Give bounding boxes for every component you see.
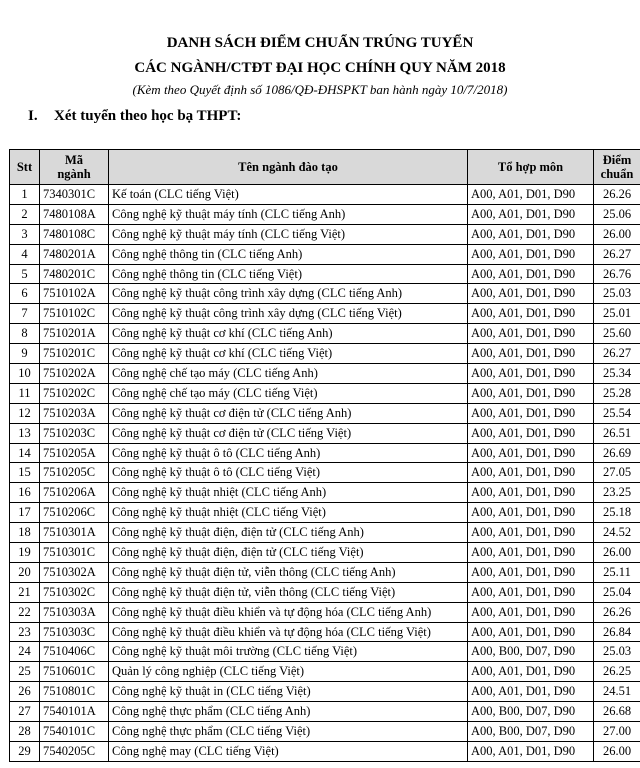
cell-combo: A00, A01, D01, D90 — [468, 224, 594, 244]
cell-score: 25.04 — [594, 582, 640, 602]
cell-combo: A00, A01, D01, D90 — [468, 562, 594, 582]
cell-stt: 22 — [10, 602, 40, 622]
table-row — [10, 602, 640, 622]
cell-stt: 21 — [10, 582, 40, 602]
table-row — [10, 284, 640, 304]
cell-score: 26.26 — [594, 602, 640, 622]
cell-name: Công nghệ thông tin (CLC tiếng Anh) — [109, 244, 468, 264]
table-row — [10, 463, 640, 483]
header-stt: Stt — [10, 150, 40, 185]
cell-code: 7510201A — [40, 324, 109, 344]
cell-combo: A00, A01, D01, D90 — [468, 364, 594, 384]
header-score-line2: chuẩn — [600, 167, 634, 181]
table-row — [10, 702, 640, 722]
cell-name: Công nghệ thông tin (CLC tiếng Việt) — [109, 264, 468, 284]
table-row — [10, 304, 640, 324]
table-row — [10, 364, 640, 384]
table-row — [10, 423, 640, 443]
header-code-line2: ngành — [57, 167, 91, 181]
cell-score: 25.18 — [594, 503, 640, 523]
table-row — [10, 722, 640, 742]
cell-code: 7510102A — [40, 284, 109, 304]
cell-stt: 28 — [10, 722, 40, 742]
section-number: I. — [28, 108, 38, 124]
cell-name: Công nghệ kỹ thuật điện, điện tử (CLC tiếng Việt) — [109, 543, 468, 563]
table-row — [10, 682, 640, 702]
table-row — [10, 562, 640, 582]
cell-name: Công nghệ may (CLC tiếng Việt) — [109, 741, 468, 761]
cell-combo: A00, A01, D01, D90 — [468, 403, 594, 423]
cell-code: 7510206A — [40, 483, 109, 503]
cell-name: Công nghệ kỹ thuật nhiệt (CLC tiếng Anh) — [109, 483, 468, 503]
cell-combo: A00, A01, D01, D90 — [468, 602, 594, 622]
cell-score: 23.25 — [594, 483, 640, 503]
table-body — [10, 185, 640, 762]
table-row — [10, 185, 640, 205]
cell-score: 26.51 — [594, 423, 640, 443]
cell-score: 24.51 — [594, 682, 640, 702]
cell-stt: 8 — [10, 324, 40, 344]
cell-code: 7480108A — [40, 204, 109, 224]
cell-combo: A00, A01, D01, D90 — [468, 185, 594, 205]
cell-code: 7540101A — [40, 702, 109, 722]
cell-score: 26.00 — [594, 543, 640, 563]
cell-name: Công nghệ kỹ thuật điện tử, viễn thông (CLC tiếng Anh) — [109, 562, 468, 582]
cell-name: Công nghệ chế tạo máy (CLC tiếng Việt) — [109, 383, 468, 403]
cell-stt: 29 — [10, 741, 40, 761]
table-row — [10, 543, 640, 563]
cell-name: Công nghệ kỹ thuật điều khiển và tự động hóa (CLC tiếng Việt) — [109, 622, 468, 642]
header-score-line1: Điểm — [602, 153, 632, 167]
cell-name: Công nghệ kỹ thuật ô tô (CLC tiếng Việt) — [109, 463, 468, 483]
cell-code: 7510201C — [40, 344, 109, 364]
cell-stt: 15 — [10, 463, 40, 483]
cell-code: 7510203A — [40, 403, 109, 423]
document-title: DANH SÁCH ĐIỂM CHUẨN TRÚNG TUYỂN — [166, 35, 474, 51]
cell-name: Công nghệ kỹ thuật cơ điện tử (CLC tiếng Anh) — [109, 403, 468, 423]
cell-score: 25.28 — [594, 383, 640, 403]
table-row — [10, 204, 640, 224]
cell-combo: A00, A01, D01, D90 — [468, 523, 594, 543]
cell-combo: A00, A01, D01, D90 — [468, 443, 594, 463]
cell-combo: A00, A01, D01, D90 — [468, 423, 594, 443]
cell-code: 7480201C — [40, 264, 109, 284]
cell-name: Công nghệ kỹ thuật điện, điện tử (CLC tiếng Anh) — [109, 523, 468, 543]
cell-score: 25.03 — [594, 284, 640, 304]
cell-stt: 23 — [10, 622, 40, 642]
cell-combo: A00, A01, D01, D90 — [468, 324, 594, 344]
admission-scores-table — [9, 149, 640, 762]
cell-stt: 26 — [10, 682, 40, 702]
cell-combo: A00, A01, D01, D90 — [468, 463, 594, 483]
cell-name: Công nghệ kỹ thuật ô tô (CLC tiếng Anh) — [109, 443, 468, 463]
cell-code: 7480201A — [40, 244, 109, 264]
cell-combo: A00, A01, D01, D90 — [468, 204, 594, 224]
table-row — [10, 483, 640, 503]
cell-stt: 19 — [10, 543, 40, 563]
cell-stt: 18 — [10, 523, 40, 543]
cell-score: 25.54 — [594, 403, 640, 423]
cell-score: 25.11 — [594, 562, 640, 582]
cell-combo: A00, A01, D01, D90 — [468, 264, 594, 284]
table-row — [10, 741, 640, 761]
cell-score: 25.06 — [594, 204, 640, 224]
cell-name: Công nghệ kỹ thuật cơ khí (CLC tiếng Việt) — [109, 344, 468, 364]
cell-stt: 24 — [10, 642, 40, 662]
cell-name: Công nghệ kỹ thuật điều khiển và tự động hóa (CLC tiếng Anh) — [109, 602, 468, 622]
cell-stt: 3 — [10, 224, 40, 244]
table-row — [10, 403, 640, 423]
cell-code: 7510102C — [40, 304, 109, 324]
cell-code: 7540205C — [40, 741, 109, 761]
cell-score: 26.00 — [594, 224, 640, 244]
cell-score: 26.00 — [594, 741, 640, 761]
cell-code: 7480108C — [40, 224, 109, 244]
cell-name: Công nghệ kỹ thuật môi trường (CLC tiếng Việt) — [109, 642, 468, 662]
cell-stt: 13 — [10, 423, 40, 443]
cell-score: 26.26 — [594, 185, 640, 205]
cell-stt: 11 — [10, 383, 40, 403]
cell-combo: A00, A01, D01, D90 — [468, 284, 594, 304]
cell-stt: 14 — [10, 443, 40, 463]
cell-score: 26.68 — [594, 702, 640, 722]
cell-combo: A00, A01, D01, D90 — [468, 622, 594, 642]
cell-code: 7540101C — [40, 722, 109, 742]
cell-name: Công nghệ kỹ thuật công trình xây dựng (CLC tiếng Việt) — [109, 304, 468, 324]
cell-stt: 6 — [10, 284, 40, 304]
table-header-row — [10, 150, 640, 185]
cell-score: 25.60 — [594, 324, 640, 344]
cell-combo: A00, A01, D01, D90 — [468, 662, 594, 682]
cell-code: 7340301C — [40, 185, 109, 205]
cell-stt: 5 — [10, 264, 40, 284]
cell-score: 24.52 — [594, 523, 640, 543]
cell-stt: 25 — [10, 662, 40, 682]
table-row — [10, 503, 640, 523]
table-row — [10, 244, 640, 264]
cell-name: Công nghệ chế tạo máy (CLC tiếng Anh) — [109, 364, 468, 384]
cell-combo: A00, A01, D01, D90 — [468, 383, 594, 403]
cell-stt: 10 — [10, 364, 40, 384]
table-row — [10, 344, 640, 364]
header-code-line1: Mã — [64, 153, 84, 167]
cell-score: 25.34 — [594, 364, 640, 384]
cell-combo: A00, A01, D01, D90 — [468, 344, 594, 364]
cell-name: Công nghệ kỹ thuật nhiệt (CLC tiếng Việt) — [109, 503, 468, 523]
cell-score: 26.27 — [594, 344, 640, 364]
cell-name: Công nghệ kỹ thuật cơ điện tử (CLC tiếng Việt) — [109, 423, 468, 443]
cell-code: 7510303A — [40, 602, 109, 622]
cell-name: Công nghệ thực phẩm (CLC tiếng Việt) — [109, 722, 468, 742]
cell-score: 27.00 — [594, 722, 640, 742]
cell-name: Công nghệ kỹ thuật in (CLC tiếng Việt) — [109, 682, 468, 702]
cell-code: 7510206C — [40, 503, 109, 523]
cell-name: Công nghệ kỹ thuật máy tính (CLC tiếng Việt) — [109, 224, 468, 244]
cell-stt: 7 — [10, 304, 40, 324]
cell-name: Kế toán (CLC tiếng Việt) — [109, 185, 468, 205]
header-score — [594, 150, 640, 185]
cell-code: 7510202C — [40, 383, 109, 403]
cell-name: Công nghệ kỹ thuật máy tính (CLC tiếng Anh) — [109, 204, 468, 224]
cell-code: 7510303C — [40, 622, 109, 642]
cell-score: 26.76 — [594, 264, 640, 284]
table-row — [10, 662, 640, 682]
document-subtitle-main: CÁC NGÀNH/CTĐT ĐẠI HỌC CHÍNH QUY NĂM 2018 — [134, 60, 506, 76]
cell-code: 7510302A — [40, 562, 109, 582]
cell-stt: 12 — [10, 403, 40, 423]
cell-combo: A00, A01, D01, D90 — [468, 244, 594, 264]
cell-code: 7510203C — [40, 423, 109, 443]
cell-stt: 16 — [10, 483, 40, 503]
cell-score: 27.05 — [594, 463, 640, 483]
table-row — [10, 582, 640, 602]
cell-code: 7510302C — [40, 582, 109, 602]
table-row — [10, 264, 640, 284]
cell-score: 26.27 — [594, 244, 640, 264]
cell-combo: A00, A01, D01, D90 — [468, 682, 594, 702]
table-row — [10, 383, 640, 403]
cell-score: 25.01 — [594, 304, 640, 324]
cell-combo: A00, A01, D01, D90 — [468, 741, 594, 761]
cell-combo: A00, B00, D07, D90 — [468, 722, 594, 742]
cell-code: 7510202A — [40, 364, 109, 384]
table-row — [10, 523, 640, 543]
cell-name: Quản lý công nghiệp (CLC tiếng Việt) — [109, 662, 468, 682]
cell-score: 25.03 — [594, 642, 640, 662]
cell-name: Công nghệ kỹ thuật điện tử, viễn thông (CLC tiếng Việt) — [109, 582, 468, 602]
cell-combo: A00, A01, D01, D90 — [468, 582, 594, 602]
header-code — [40, 150, 109, 185]
table-row — [10, 324, 640, 344]
cell-code: 7510205C — [40, 463, 109, 483]
header-name: Tên ngành đào tạo — [109, 150, 468, 185]
table-row — [10, 443, 640, 463]
cell-code: 7510801C — [40, 682, 109, 702]
cell-name: Công nghệ kỹ thuật cơ khí (CLC tiếng Anh) — [109, 324, 468, 344]
table-row — [10, 224, 640, 244]
cell-stt: 27 — [10, 702, 40, 722]
cell-stt: 4 — [10, 244, 40, 264]
cell-code: 7510601C — [40, 662, 109, 682]
table-row — [10, 622, 640, 642]
cell-stt: 20 — [10, 562, 40, 582]
cell-code: 7510406C — [40, 642, 109, 662]
cell-stt: 2 — [10, 204, 40, 224]
section-heading — [28, 107, 241, 125]
cell-name: Công nghệ thực phẩm (CLC tiếng Anh) — [109, 702, 468, 722]
cell-code: 7510301C — [40, 543, 109, 563]
cell-code: 7510301A — [40, 523, 109, 543]
cell-score: 26.69 — [594, 443, 640, 463]
cell-stt: 1 — [10, 185, 40, 205]
cell-combo: A00, A01, D01, D90 — [468, 483, 594, 503]
cell-combo: A00, A01, D01, D90 — [468, 503, 594, 523]
cell-combo: A00, B00, D07, D90 — [468, 702, 594, 722]
cell-stt: 17 — [10, 503, 40, 523]
cell-code: 7510205A — [40, 443, 109, 463]
section-title: Xét tuyển theo học bạ THPT: — [54, 108, 242, 124]
cell-name: Công nghệ kỹ thuật công trình xây dựng (CLC tiếng Anh) — [109, 284, 468, 304]
cell-combo: A00, B00, D07, D90 — [468, 642, 594, 662]
cell-score: 26.84 — [594, 622, 640, 642]
table-row — [10, 642, 640, 662]
cell-combo: A00, A01, D01, D90 — [468, 304, 594, 324]
cell-stt: 9 — [10, 344, 40, 364]
header-combo: Tổ hợp môn — [468, 150, 594, 185]
cell-score: 26.25 — [594, 662, 640, 682]
document-reference-note: (Kèm theo Quyết định số 1086/QĐ-ĐHSPKT ban hành ngày 10/7/2018) — [132, 82, 508, 97]
cell-combo: A00, A01, D01, D90 — [468, 543, 594, 563]
